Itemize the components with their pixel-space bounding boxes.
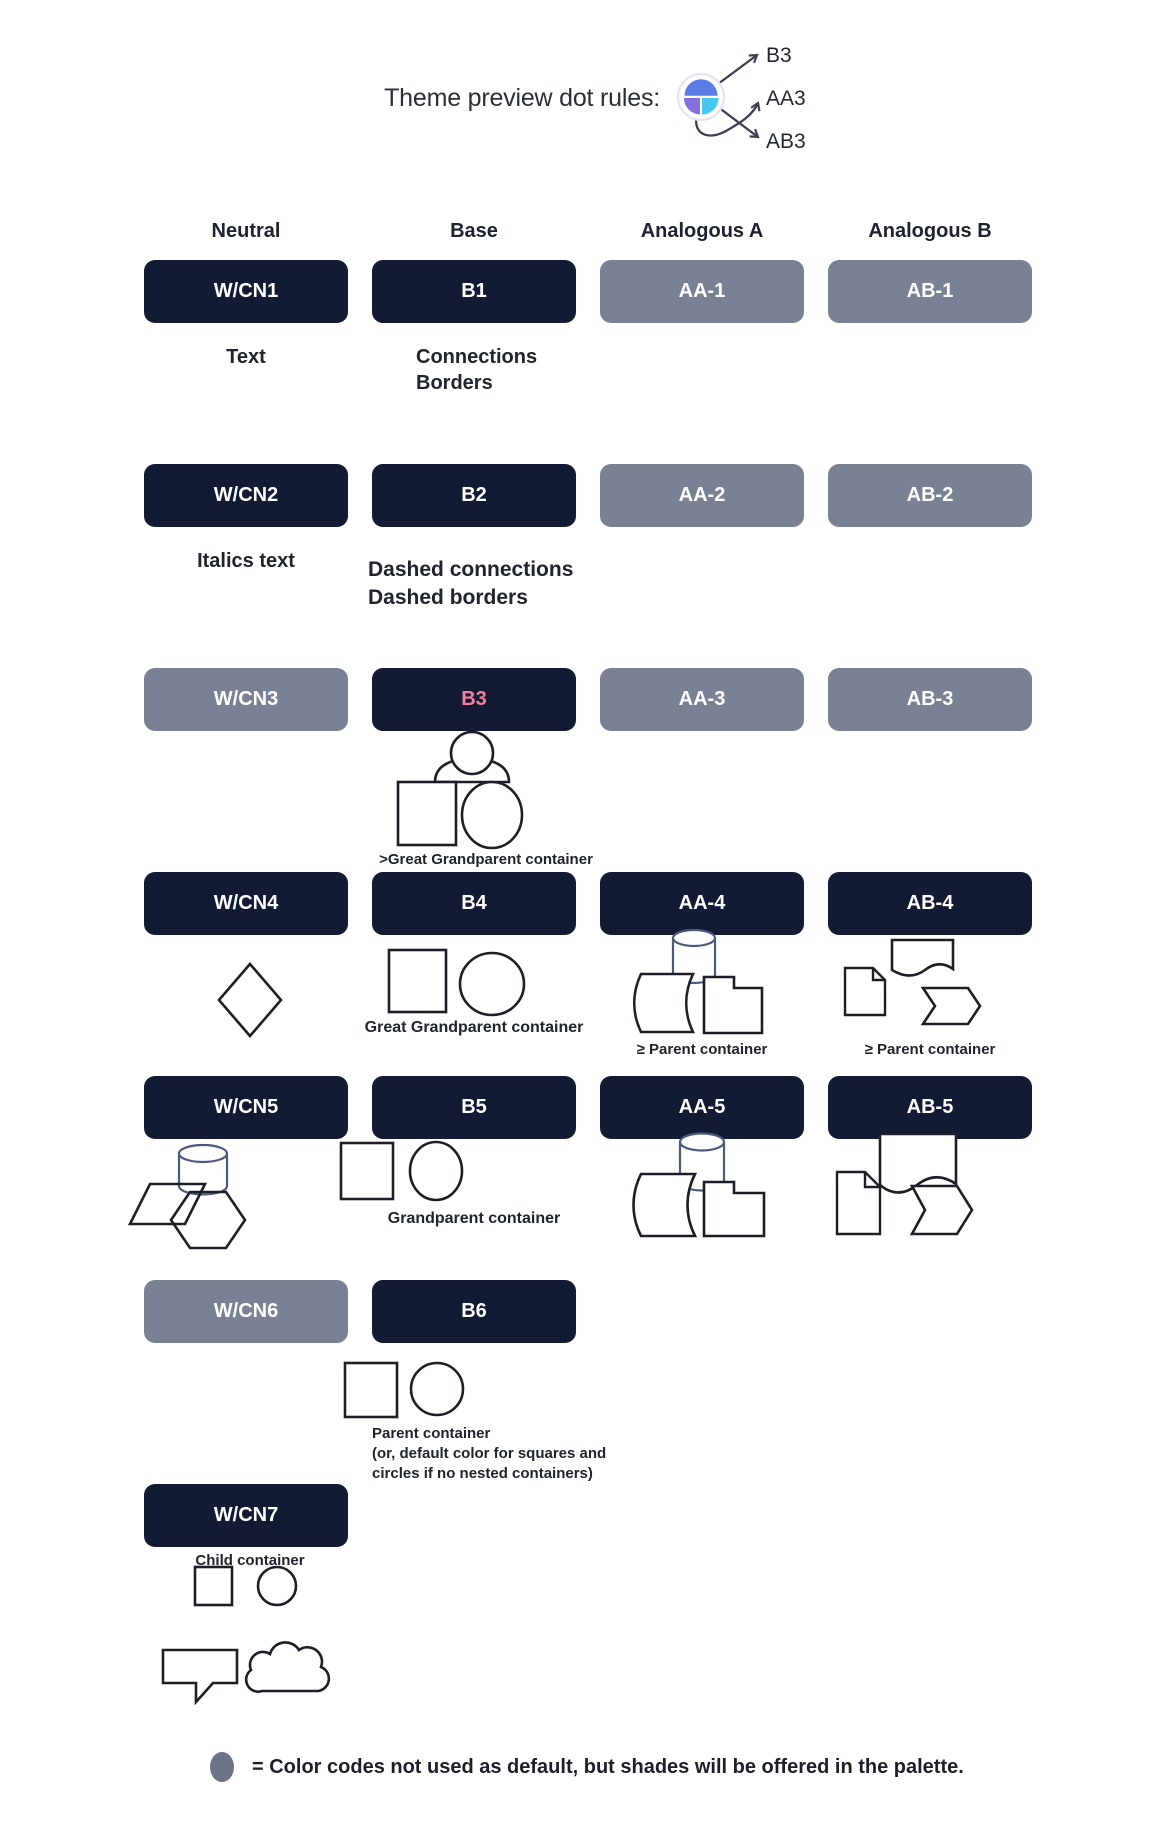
display-shape [634,974,693,1032]
pill-w-cn3: W/CN3 [144,668,348,731]
column-header-analogous-a: Analogous A [640,220,764,242]
pill-ab-3: AB-3 [828,668,1032,731]
caption-b2-line: Dashed connections [368,558,574,581]
caption-wcn1 [144,344,348,370]
circle-shape [410,1142,462,1200]
tabbed-rect-shape [704,1182,764,1236]
pill-ab-1: AB-1 [828,260,1032,323]
chevron-shape [923,988,980,1024]
pill-ab-2: AB-2 [828,464,1032,527]
legend-text: = Color codes not used as default, but shades will be offered in the palette. [252,1756,964,1778]
caption-b6-line: (or, default color for squares and [372,1444,607,1462]
cloud-shape [246,1642,329,1691]
pill-b4: B4 [372,872,576,935]
circle-shape [462,782,522,848]
caption-b4-line: Great Grandparent container [364,1019,584,1036]
preview-dot-icon [678,74,724,120]
square-shape [341,1143,393,1199]
document-shape [845,968,885,1015]
pill-b6: B6 [372,1280,576,1343]
pill-ab-4: AB-4 [828,872,1032,935]
wavy-card-shape [892,940,953,976]
caption-b6 [372,1424,606,1483]
caption-b6-line: Parent container [372,1425,491,1442]
caption-b2 [368,556,573,611]
pill-b1: B1 [372,260,576,323]
square-shape [398,782,456,845]
wcn4-shape-cluster [215,958,285,1042]
pill-b5: B5 [372,1076,576,1139]
preview-dot-graphic [640,30,775,155]
column-header-analogous-b: Analogous B [868,220,992,242]
wavy-card-shape [880,1134,956,1193]
caption-b2-line: Dashed borders [368,585,528,609]
column-header-base: Base [450,220,498,242]
pill-w-cn6: W/CN6 [144,1280,348,1343]
column-header-neutral: Neutral [211,220,281,242]
caption-wcn2-line: Italics text [197,550,295,572]
caption-b1 [416,344,537,397]
pill-w-cn5: W/CN5 [144,1076,348,1139]
circle-shape [460,953,524,1015]
person-head-shape [451,732,493,774]
caption-b1-line: Connections [416,346,538,368]
tabbed-rect-shape [704,977,762,1033]
pill-aa-3: AA-3 [600,668,804,731]
dot-rule-label-ab3: AB3 [766,130,806,153]
pill-w-cn4: W/CN4 [144,872,348,935]
caption-wcn7-line: Child container [195,1552,305,1569]
wcn5-shape-cluster [125,1139,270,1251]
aa4-shape-cluster [620,925,780,1040]
pill-w-cn1: W/CN1 [144,260,348,323]
circle-shape [411,1363,463,1415]
aa5-shape-cluster [620,1126,780,1241]
display-shape [634,1174,696,1236]
legend-dot-icon [210,1752,234,1782]
square-shape [345,1363,397,1417]
caption-b1-line: Borders [416,372,493,395]
b5-shape-cluster [335,1136,470,1206]
b4-shape-cluster [380,942,540,1022]
pill-ab-5: AB-5 [828,1076,1032,1139]
caption-aa4 [600,1040,804,1060]
caption-wcn1-line: Text [226,346,266,368]
caption-b5-line: Grandparent container [387,1210,561,1227]
parallelogram-shape [130,1184,205,1224]
diamond-shape [219,964,281,1036]
square-shape [389,950,446,1012]
pill-b2: B2 [372,464,576,527]
caption-ab4-line: ≥ Parent container [864,1041,996,1058]
page-title: Theme preview dot rules: [384,84,660,112]
pill-w-cn2: W/CN2 [144,464,348,527]
caption-wcn2 [144,548,348,574]
square-shape [195,1567,232,1605]
document-shape [837,1172,880,1234]
dot-rule-label-b3: B3 [766,44,792,67]
pill-aa-1: AA-1 [600,260,804,323]
hexagon-shape [171,1192,245,1248]
ab5-shape-cluster [828,1128,998,1248]
pill-w-cn7: W/CN7 [144,1484,348,1547]
caption-b6-line: circles if no nested containers) [372,1464,593,1482]
dot-rule-label-aa3: AA3 [766,87,806,110]
b3-shape-cluster [375,725,575,860]
wcn7-shape-cluster [150,1545,350,1710]
caption-b3-line: >Great Grandparent container [379,851,593,868]
caption-aa4-line: ≥ Parent container [636,1041,768,1058]
caption-ab4 [828,1040,1032,1060]
chevron-shape [912,1186,972,1234]
speech-bubble-shape [163,1650,237,1702]
pill-aa-4: AA-4 [600,872,804,935]
arrow-to-b3 [714,55,757,87]
pill-aa-5: AA-5 [600,1076,804,1139]
ab4-shape-cluster [835,933,995,1038]
pill-aa-2: AA-2 [600,464,804,527]
b6-shape-cluster [340,1358,475,1420]
pill-b3: B3 [372,668,576,731]
caption-b5 [366,1208,582,1229]
circle-shape [258,1567,296,1605]
